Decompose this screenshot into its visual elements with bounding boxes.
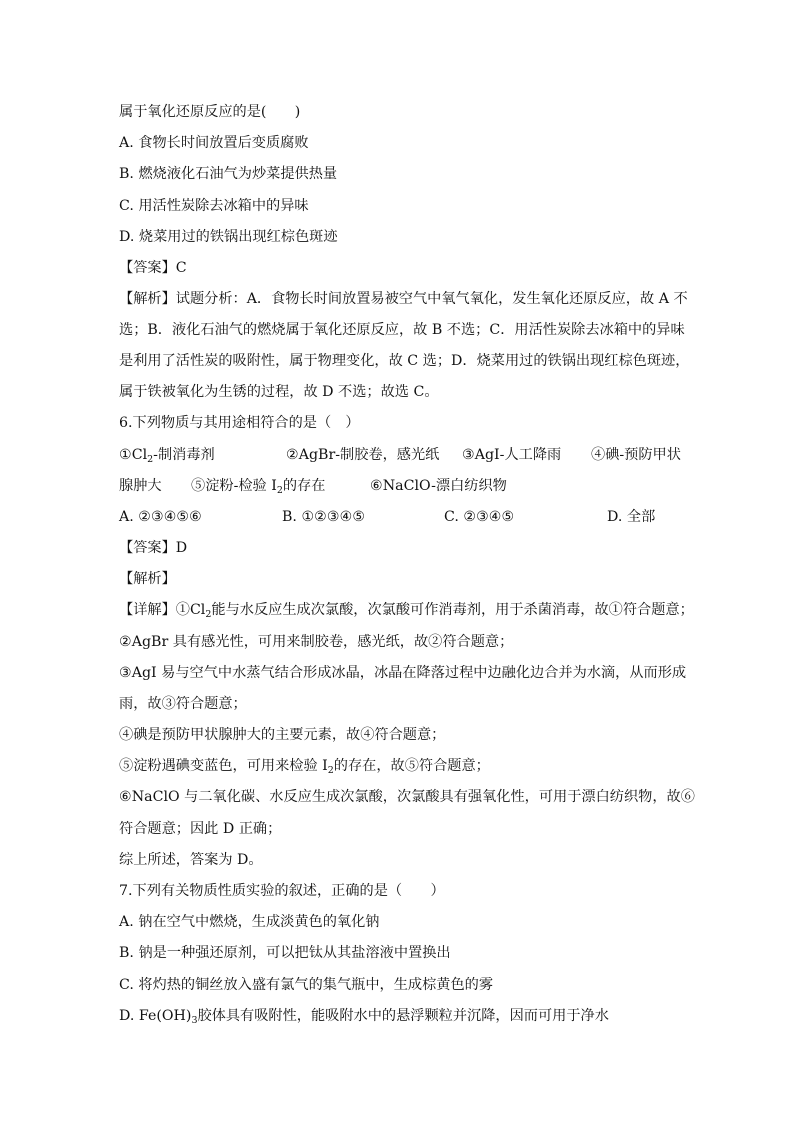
q5-option-d: D. 烧菜用过的铁锅出现红棕色斑迹: [119, 229, 338, 245]
q6-item-3: ③AgI-人工降雨: [462, 447, 562, 463]
q6-stem: 6.下列物质与其用途相符合的是（ ）: [119, 415, 360, 431]
q7-option-b: B. 钠是一种强还原剂，可以把钛从其盐溶液中置换出: [119, 945, 451, 961]
q6-item-2: ②AgBr-制胶卷，感光纸: [286, 447, 440, 463]
q6-item-4-cont: 腺肿大: [119, 478, 162, 494]
q6-item-4: ④碘-预防甲状: [591, 447, 681, 463]
q6-option-c: C. ②③④⑤: [444, 509, 515, 525]
q5-analysis-line: 属于铁被氧化为生锈的过程，故 D 不选；故选 C。: [119, 384, 439, 400]
q7-stem: 7.下列有关物质性质实验的叙述，正确的是（ ）: [119, 883, 445, 899]
q6-detail-line: 雨，故③符合题意；: [119, 696, 247, 712]
q6-item-6: ⑥NaClO-漂白纺织物: [370, 478, 507, 494]
q6-option-a: A. ②③④⑤⑥: [119, 509, 202, 525]
q6-detail-line: ⑥NaClO 与二氧化碳、水反应生成次氯酸，次氯酸具有强氧化性，可用于漂白纺织物，故⑥: [119, 789, 695, 805]
q6-summary: 综上所述，答案为 D。: [119, 852, 263, 868]
q6-detail-line: ⑤淀粉遇碘变蓝色，可用来检验 $I_2$的存在，故⑤符合题意；: [119, 758, 490, 776]
q6-items-line2: [119, 476, 679, 496]
q6-detail-line: ②AgBr 具有感光性，可用来制胶卷，感光纸，故②符合题意；: [119, 634, 514, 650]
q6-options: [119, 507, 679, 527]
q6-option-b: B. ①②③④⑤: [282, 509, 366, 525]
q5-analysis-line: 【解析】试题分析：A．食物长时间放置易被空气中氧气氧化，发生氧化还原反应，故 A 不: [119, 291, 688, 307]
q5-option-b: B. 燃烧液化石油气为炒菜提供热量: [119, 166, 338, 182]
q7-option-d: D. $Fe(OH)_3$胶体具有吸附性，能吸附水中的悬浮颗粒并沉降，因而可用于净水: [119, 1008, 609, 1026]
q5-analysis-line: 是利用了活性炭的吸附性，属于物理变化，故 C 选；D．烧菜用过的铁锅出现红棕色斑迹，: [119, 353, 690, 369]
q6-detail-line: ④碘是预防甲状腺肿大的主要元素，故④符合题意；: [119, 727, 446, 743]
q6-answer: 【答案】D: [119, 540, 188, 556]
q6-item-1: $①Cl_2-$制消毒剂: [119, 447, 215, 465]
q7-option-a: A. 钠在空气中燃烧，生成淡黄色的氧化钠: [119, 914, 380, 930]
q6-detail-line: ③AgI 易与空气中水蒸气结合形成冰晶，冰晶在降落过程中边融化边合并为水滴，从而形成: [119, 665, 687, 681]
q6-analysis-title: 【解析】: [119, 571, 176, 587]
q7-option-c: C. 将灼热的铜丝放入盛有氯气的集气瓶中，生成棕黄色的雾: [119, 977, 494, 993]
q6-detail-line: 符合题意；因此 D 正确；: [119, 821, 282, 837]
q6-option-d: D. 全部: [607, 509, 656, 525]
q5-answer: 【答案】C: [119, 260, 187, 276]
q5-stem: 属于氧化还原反应的是( ): [119, 104, 301, 120]
q6-detail-line: 【详解】$①Cl_2$能与水反应生成次氯酸，次氯酸可作消毒剂，用于杀菌消毒，故①符合题意；: [119, 602, 694, 620]
q6-items-line1: [119, 445, 679, 465]
q6-item-5: ⑤淀粉-检验 $I_2$的存在: [191, 478, 326, 496]
q5-analysis-line: 选；B．液化石油气的燃烧属于氧化还原反应，故 B 不选；C．用活性炭除去冰箱中的异味: [119, 322, 685, 338]
q5-option-a: A. 食物长时间放置后变质腐败: [119, 135, 309, 151]
q5-option-c: C. 用活性炭除去冰箱中的异味: [119, 198, 309, 214]
